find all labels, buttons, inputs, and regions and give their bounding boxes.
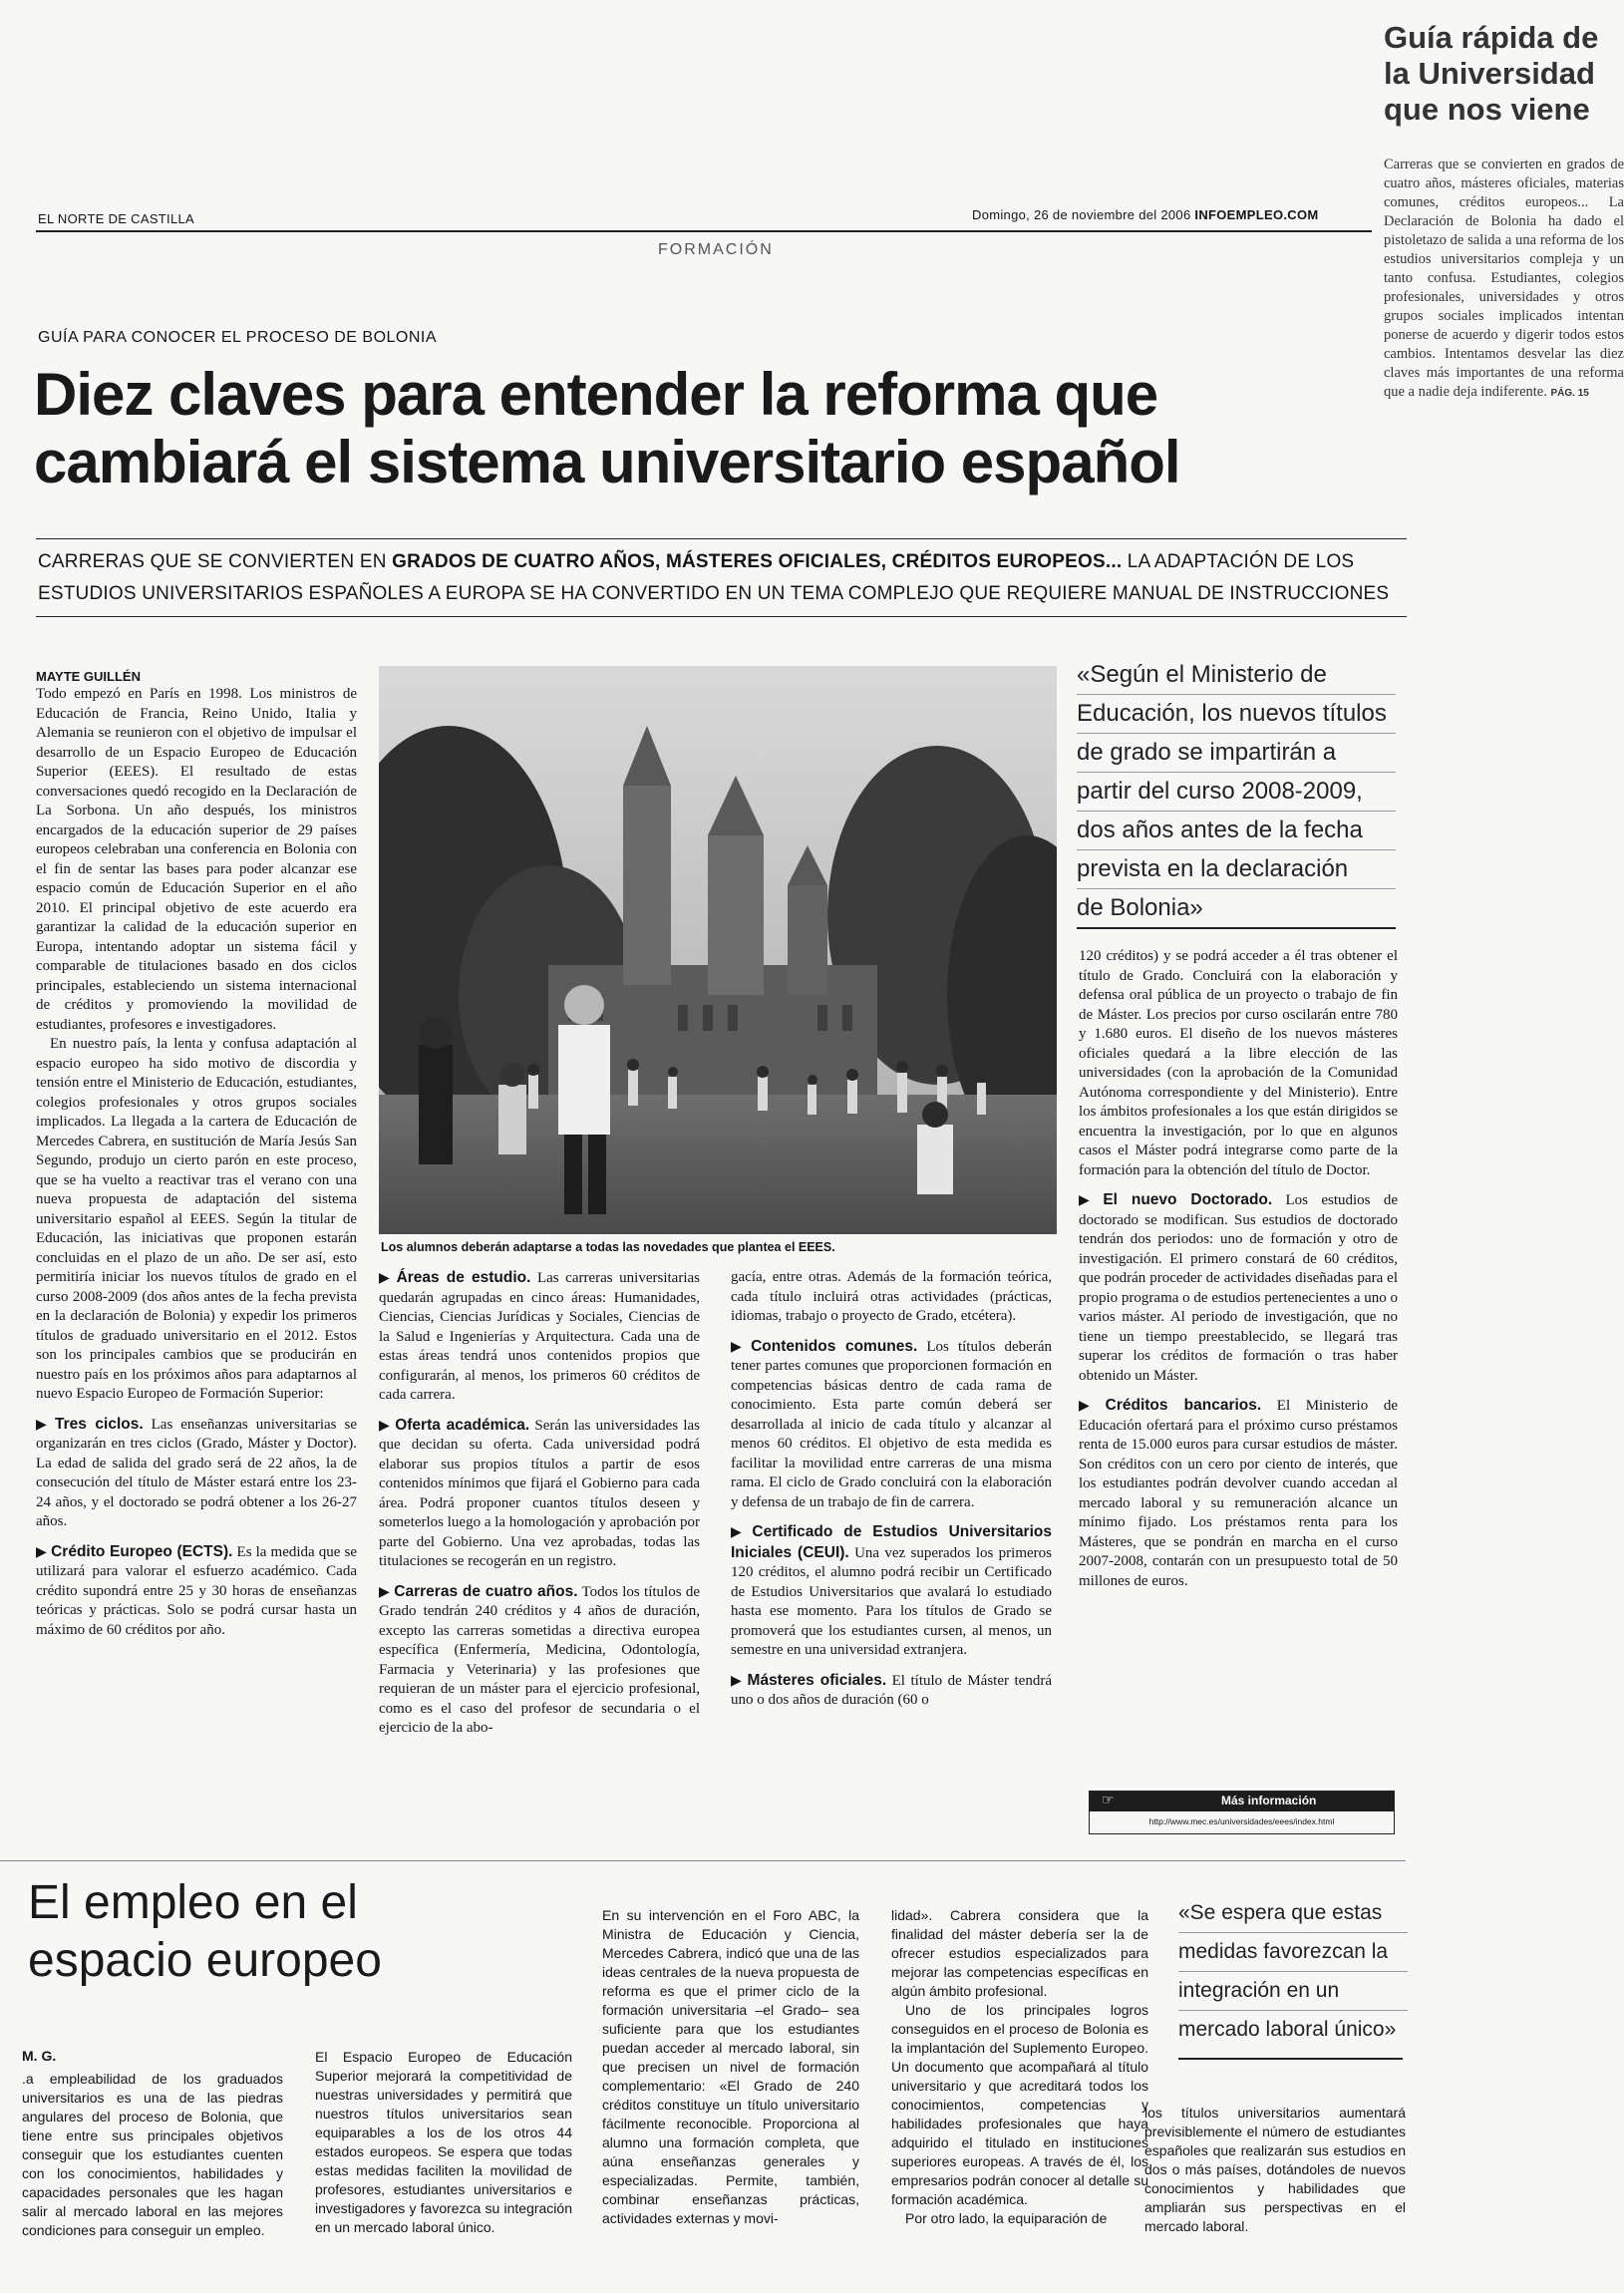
arrow-right-icon: ▶ bbox=[1079, 1192, 1100, 1208]
header-rule bbox=[36, 230, 1372, 232]
second-column-4: lidad». Cabrera considera que la finalidad del máster debería ser la de ofrecer estudios especializados para mejorar las competencias específicas en algún ámbito profesional. Uno de los principales logros conseguidos en el proceso de Bolonia es la implantación del Suplemento Europeo. Un documento que acompañará al título universitario y que acreditará todos los conocimientos, competencias y habilidades profesionales que haya adquirido el titulado en instituciones superiores europeas. A través de él, los empresarios podrán conocer al detalle su formación académica. Por otro lado, la equiparación de bbox=[891, 1907, 1148, 2226]
more-info-link[interactable]: http://www.mec.es/universidades/eees/index.html bbox=[1148, 1816, 1335, 1826]
second-pull-quote: «Se espera que estas medidas favorezcan la integración en un mercado laboral único» bbox=[1178, 1894, 1408, 2049]
deck bbox=[38, 546, 1406, 610]
teaser-body: Carreras que se convierten en grados de cuatro años, másteres oficiales, materias comunes, créditos europeos... La Declaración de Bolonia ha dado el pistoletazo de salida a una reforma de los estudios universitarios compleja y un tanto confusa. Estudiantes, colegios profesionales, universidades y otros grupos sociales implicados intentan ponerse de acuerdo y digerir todos estos cambios. Intentamos desvelar las diez claves más importantes de una reforma que a nadie deja indiferente. PÁG. 15 bbox=[1384, 157, 1624, 400]
deck-bottom-rule bbox=[36, 616, 1407, 617]
second-column-5: los títulos universitarios aumentará previsiblemente el número de estudiantes españoles que realizarán sus estudios en dos o más países, dotándoles de nuevos conocimientos y habilidades que ampliarán sus perspectivas en el mercado laboral. bbox=[1144, 2105, 1406, 2234]
arrow-right-icon: ▶ bbox=[36, 1543, 48, 1560]
arrow-right-icon: ▶ bbox=[379, 1270, 393, 1286]
arrow-right-icon: ▶ bbox=[36, 1416, 51, 1433]
column-3 bbox=[731, 1268, 1052, 1711]
campus-photo bbox=[379, 666, 1057, 1234]
column-4 bbox=[1079, 947, 1398, 1591]
byline: MAYTE GUILLÉN bbox=[36, 669, 141, 684]
teaser-title: Guía rápida de la Universidad que nos viene bbox=[1384, 20, 1599, 127]
second-article-rule bbox=[0, 1860, 1406, 1861]
more-info-box bbox=[1089, 1791, 1395, 1834]
body-paragraph: Todo empezó en París en 1998. Los ministros de Educación de Francia, Reino Unido, Italia y Alemania se reunieron con el objetivo de impulsar el desarrollo de un Espacio Europeo de Educación Superior (EEES). El resultado de estas conversaciones quedó recogido en la Declaración de La Sorbona. Un año después, los ministros encargados de la educación superior de 29 países europeos celebraban una conferencia en Bolonia con el fin de sentar las bases para poder alcanzar ese espacio común de Educación Superior en el año 2010. El principal objetivo de este acuerdo era garantizar la calidad de la educación superior en Europa, intentando adoptar un sistema fácil y comparable de titulaciones basado en dos ciclos principales, estableciendo un sistema internacional de créditos y promoviendo la movilidad de estudiantes, profesores e investigadores. bbox=[36, 686, 357, 1033]
headline: Diez claves para entender la reforma que cambiará el sistema universitario español bbox=[34, 361, 1180, 495]
list-item: ▶ Oferta académica. Serán las universidades las que decidan su oferta. Cada universidad podrá elaborar sus propios títulos a partir de esos contenidos mínimos que fijará el Gobierno para cada área. Podrá proponer cuantos títulos deseen y someterlos luego a la homologación y aprobación por parte del Gobierno. Una vez aprobadas, todas las titulaciones se recogerán en un registro. bbox=[379, 1416, 700, 1569]
arrow-right-icon: ▶ bbox=[731, 1338, 748, 1355]
second-column-1: .a empleabilidad de los graduados universitarios es una de las piedras angulares del proceso de Bolonia, que tiene entre sus principales objetivos conseguir que los estudiantes cuenten con los conocimientos, habilidades y capacidades personales que les hagan salir al mercado laboral en las mejores condiciones para conseguir un empleo. bbox=[22, 2071, 283, 2238]
photo-caption: Los alumnos deberán adaptarse a todas las novedades que plantea el EEES. bbox=[381, 1240, 835, 1254]
list-item: ▶ Créditos bancarios. El Ministerio de Educación ofertará para el próximo curso préstamos renta de 15.000 euros para cursar estudios de máster. Son créditos con un cero por ciento de interés, que los estudiantes podrán devolver cuando accedan al mercado laboral y su remuneración alcance un mínimo fijado. Los préstamos renta para los Másteres, que se pondrán en marcha en el curso 2007-2008, contarán con un presupuesto total de 50 millones de euros. bbox=[1079, 1397, 1398, 1589]
list-item: ▶ Carreras de cuatro años. Todos los títulos de Grado tendrán 240 créditos y 4 años de duración, excepto las carreras sometidas a directiva europea específica (Enfermería, Medicina, Odontología, Farmacia y Veterinaria) y las profesiones que requieran de un máster para el ejercicio profesional, como es el caso del profesor de secundaria o el ejercicio de la abo- bbox=[379, 1582, 700, 1736]
list-item: ▶ Áreas de estudio. Las carreras universitarias quedarán agrupadas en cinco áreas: Humanidades, Ciencias, Ciencias Jurídicas y Sociales, Ciencias de la Salud e Ingenierías y Arquitectura. Cada una de estas áreas tendrá unos contenidos propios que configurarán, al menos, los primeros 60 créditos de cada carrera. bbox=[379, 1269, 700, 1403]
header-dateline bbox=[972, 207, 1319, 222]
body-paragraph: En nuestro país, la lenta y confusa adaptación al espacio europeo ha sido motivo de discordia y tensión entre el Ministerio de Educación, estudiantes, colegios profesionales y otros grupos sociales implicados. La llegada a la cartera de Educación de Mercedes Cabrera, en sustitución de María Jesús San Segundo, produjo un cierto parón en este proceso, que se ha vuelto a reactivar tras el verano con una nueva propuesta de adaptación del sistema universitario español al EEES. Según la titular de Educación, las iniciativas que proponen estarán concluidas en el plazo de un año. De ser así, esto permitiría iniciar los nuevos títulos de grado en el curso 2008-2009 (dos años antes de la fecha prevista en la declaración de Bolonia) y expedir los primeros títulos de graduado universitario en el 2012. Estos son los principales cambios que se producirán en nuestro país en los próximos años para adaptarnos al nuevo Espacio Europeo de Formación Superior: bbox=[36, 1036, 357, 1402]
more-info-header bbox=[1090, 1792, 1394, 1811]
kicker: GUÍA PARA CONOCER EL PROCESO DE BOLONIA bbox=[38, 329, 438, 346]
second-quote-rule bbox=[1178, 2058, 1403, 2060]
list-item: ▶ El nuevo Doctorado. Los estudios de doctorado se modifican. Sus estudios de doctorado tendrán dos periodos: uno de formación y otro de investigación. El primero constará de 60 créditos, que podrán proceder de actividades diseñadas para el propio programa o de estudios pertenecientes a uno o varios máster. Al periodo de investigación, que no tiene un tiempo preestablecido, se llegará tras superar los créditos de formación o tras haber obtenido un Máster. bbox=[1079, 1191, 1398, 1384]
pull-quote: «Según el Ministerio de Educación, los nuevos títulos de grado se impartirán a partir del curso 2008-2009, dos años antes de la fecha prevista en la declaración de Bolonia» bbox=[1077, 656, 1396, 927]
list-item: ▶ Certificado de Estudios Universitarios Iniciales (CEUI). Una vez superados los primeros 120 créditos, el alumno podrá recibir un Certificado de Estudios Universitarios que avalará lo estudiado hasta ese momento. Para los títulos de Grado se promoverá que los estudiantes cursen, al menos, un semestre en una universidad extranjera. bbox=[731, 1523, 1052, 1658]
pointing-hand-icon: ☞ bbox=[1102, 1793, 1115, 1808]
deck-line-2: ESTUDIOS UNIVERSITARIOS ESPAÑOLES A EUROPA SE HA CONVERTIDO EN UN TEMA COMPLEJO QUE REQUIERE MANUAL DE INSTRUCCIONES bbox=[38, 583, 1390, 604]
column-1 bbox=[36, 668, 357, 1640]
arrow-right-icon: ▶ bbox=[379, 1417, 392, 1434]
second-article-byline: M. G. bbox=[22, 2048, 57, 2064]
campus-photo-illustration bbox=[379, 666, 1057, 1234]
second-column-2: El Espacio Europeo de Educación Superior mejorará la competitividad de nuestras universidades y permitirá que nuestros títulos universitarios sean equiparables a los de los otros 44 estados europeos. Se espera que todas estas medidas faciliten la movilidad de profesores, estudiantes universitarios e investigadores y favorezca su integración en un mercado laboral único. bbox=[315, 2049, 572, 2235]
list-item: ▶ Másteres oficiales. El título de Máster tendrá uno o dos años de duración (60 o bbox=[731, 1671, 1052, 1708]
arrow-right-icon: ▶ bbox=[731, 1672, 744, 1689]
sidebar-teaser bbox=[1384, 20, 1624, 403]
arrow-right-icon: ▶ bbox=[731, 1524, 749, 1540]
second-article-title: El empleo en el espacio europeo bbox=[28, 1876, 382, 1987]
body-paragraph: gacía, entre otras. Además de la formación teórica, cada título incluirá otras actividades (prácticas, idiomas, trabajo o proyecto de Grado, etcétera). bbox=[731, 1269, 1052, 1324]
issue-date: Domingo, 26 de noviembre del 2006 bbox=[972, 207, 1191, 222]
arrow-right-icon: ▶ bbox=[379, 1583, 391, 1600]
paper-name: EL NORTE DE CASTILLA bbox=[38, 211, 194, 226]
list-item: ▶ Contenidos comunes. Los títulos deberán tener partes comunes que proporcionen formación en competencias básicas dentro de cada rama de conocimiento. Esta parte común deberá ser desarrollada al inicio de cada título y alcanzar al menos 60 créditos. El objetivo de esta medida es facilitar la movilidad entre carreras de una misma rama. El ciclo de Grado concluirá con la elaboración y defensa de un trabajo de fin de carrera. bbox=[731, 1337, 1052, 1510]
deck-top-rule bbox=[36, 538, 1407, 539]
quote-rule bbox=[1077, 927, 1396, 929]
site-name: INFOEMPLEO.COM bbox=[1194, 207, 1319, 222]
section-label: FORMACIÓN bbox=[658, 241, 774, 258]
more-info-title: Más información bbox=[1221, 1794, 1317, 1807]
body-paragraph: 120 créditos) y se podrá acceder a él tras obtener el título de Grado. Concluirá con la elaboración y defensa oral pública de un proyecto o trabajo de fin de Máster. Los precios por curso oscilarán entre 780 y 1.680 euros. El diseño de los nuevos másteres oficiales quedará a la libre elección de las universidades (con la aprobación de la Comunidad Autónoma correspondiente y del Ministerio). Entre los ámbitos profesionales a los que están dirigidos se encuentra la investigación, por lo que en algunos casos el Máster podrá integrarse como parte de la formación para la obtención del título de Doctor. bbox=[1079, 948, 1398, 1178]
arrow-right-icon: ▶ bbox=[1079, 1398, 1102, 1414]
second-column-3: En su intervención en el Foro ABC, la Ministra de Educación y Ciencia, Mercedes Cabrera, indicó que una de las ideas centrales de la nueva propuesta de reforma es que el primer ciclo de la formación universitaria –el Grado– sea suficiente para que los estudiantes puedan acceder al mercado laboral, sin que precisen un nivel de formación complementario: «El Grado de 240 créditos constituye un título universitario fácilmente reconocible. Proporciona al alumno una formación completa, que aúna enseñanzas generales y especializadas. Permite, también, combinar enseñanzas prácticas, actividades externas y movi- bbox=[602, 1907, 859, 2226]
column-2 bbox=[379, 1268, 700, 1739]
list-item: ▶ Tres ciclos. Las enseñanzas universitarias se organizarán en tres ciclos (Grado, Máster y Doctor). La edad de salida del grado será de 22 años, la de consecución del título de Máster estará entre los 23-24 años, y el doctorado se podrá obtener a los 26-27 años. bbox=[36, 1415, 357, 1529]
teaser-page-ref: PÁG. 15 bbox=[1550, 388, 1589, 399]
list-item: ▶ Crédito Europeo (ECTS). Es la medida que se utilizará para valorar el esfuerzo académico. Cada crédito supondrá entre 25 y 30 horas de enseñanzas teóricas y prácticas. Solo se podrá cursar hasta un máximo de 60 créditos por año. bbox=[36, 1542, 357, 1638]
deck-line-1: CARRERAS QUE SE CONVIERTEN EN GRADOS DE CUATRO AÑOS, MÁSTERES OFICIALES, CRÉDITOS EUROPEOS... LA ADAPTACIÓN DE LOS bbox=[38, 551, 1355, 572]
